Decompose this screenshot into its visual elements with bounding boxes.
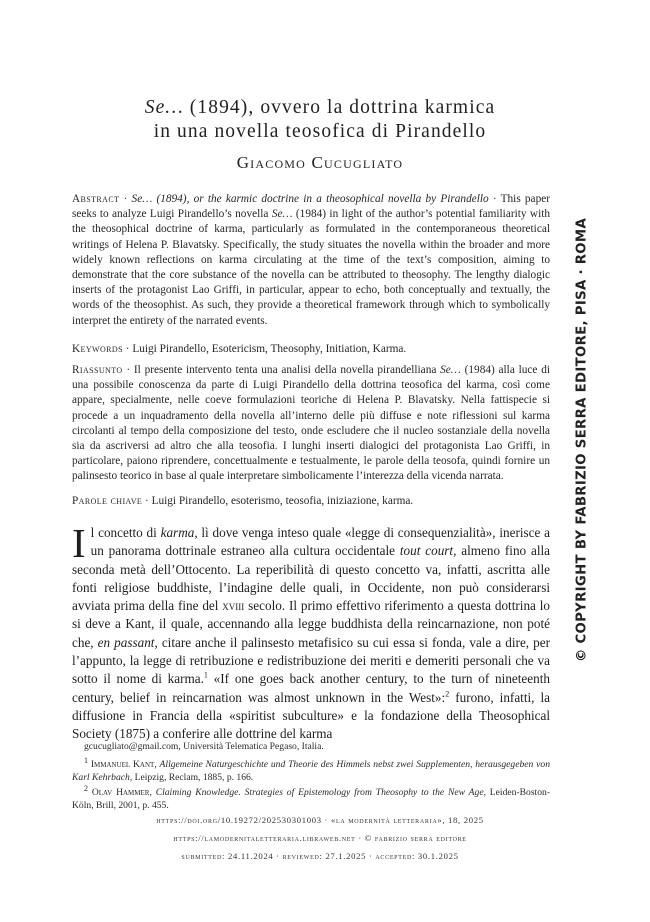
footnote-ref-2[interactable]: 2 xyxy=(445,689,450,699)
footnote-rest: , Leipzig, Reclam, 1885, p. 166. xyxy=(129,772,254,784)
footnote-title: Allgemeine Naturgeschichte und Theorie des Himmels nebst zwei Supplementen, herausgegeben von Karl Kehrbach xyxy=(72,759,550,784)
separator: · xyxy=(122,343,133,355)
article-title-line2: in una novella teosofica di Pirandello xyxy=(153,121,487,142)
separator: · xyxy=(488,193,501,205)
body-run: , citare anche il palinsesto metafisico su cui essa si fonda, vale a dire, per l’appunto, la legge di retribuzione e redistribuzione dei meriti e demeriti personali che va sotto il nome di karma. xyxy=(72,634,550,687)
body-text xyxy=(72,520,551,744)
body-run: «If one goes back another century, to the turn of nineteenth century, belief in reincarnation was almost unknown in the West»: xyxy=(72,671,550,705)
footnote-1: $^1$ Immanuel Kant, Allgemeine Naturgeschichte und Theorie des Himmels nebst zwei Supplementen, herausgegeben von Karl Kehrbach, Leipzig, Reclam, 1885, p. 166. xyxy=(72,756,550,784)
copyright-sidebar xyxy=(571,205,593,675)
body-run: secolo. Il primo effettivo riferimento a questa dottrina lo si deve a Kant, il quale, accennando alla legge buddhista della reincarnazione, non poté che, xyxy=(72,598,550,650)
century-numeral: xviii xyxy=(222,598,245,614)
body-italic: karma xyxy=(160,525,195,540)
article-title-line1 xyxy=(60,96,580,119)
abstract-text-1: This paper seeks to analyze Luigi Pirandello’s novella xyxy=(72,193,550,221)
separator: · xyxy=(142,495,152,507)
riassunto-section xyxy=(72,363,550,485)
doi-line[interactable]: https://doi.org/10.19272/202530301003 · «la modernità letteraria», 18, 2025 xyxy=(156,815,484,825)
riassunto-text-2: (1984) alla luce di una possibile conoscenza da parte di Luigi Pirandello della dottrina teosofica del karma, così come appare, specialmente, nelle coeve formulazioni teoriche di Helena P. Blavatsky. Nella fattispecie si procede a un inquadramento della novella all’interno delle più diffuse e note riflessioni sul karma circolanti al tempo della composizione del testo, onde escludere che il nucleo sostanziale della novella sia da ascriversi ad altro che alla teosofia. I lunghi inserti dialogici del protagonista Lao Griffi, in particolare, paiono riprendere, concettualmente e testualmente, le parole della teosofa, quindi fornire un palinsesto teorico in base al quale interpretare simbolicamente l’interezza della vicenda narrata. xyxy=(72,364,550,483)
parole-chiave-section xyxy=(72,494,550,509)
copyright-text: © COPYRIGHT BY FABRIZIO SERRA EDITORE, PISA · ROMA xyxy=(574,217,590,663)
riassunto-novella: Se… xyxy=(440,364,461,376)
footnotes xyxy=(72,740,550,813)
separator: · xyxy=(119,193,132,205)
body-run: furono, infatti, la diffusione in Francia della «spiritist subculture» e la fondazione della Theosophical Society (1875) a conferire alle dottrine del karma xyxy=(72,689,551,742)
footnote-ref-1[interactable]: 1 xyxy=(203,670,208,680)
body-italic: en passant xyxy=(97,634,155,650)
abstract-title: Se… (1894), or the karmic doctrine in a theosophical novella by Pirandello xyxy=(131,193,489,205)
author-name: Giacomo Cucugliato xyxy=(236,153,404,172)
parole-chiave-label: Parole chiave xyxy=(72,495,143,507)
keywords-text: Luigi Pirandello, Esotericism, Theosophy, Initiation, Karma. xyxy=(132,343,407,355)
journal-url-line[interactable]: https://lamodernitaletteraria.libraweb.net · © fabrizio serra editore xyxy=(173,833,467,843)
riassunto-text-1: Il presente intervento tenta una analisi della novella pirandelliana xyxy=(133,364,441,376)
parole-chiave-text: Luigi Pirandello, esoterismo, teosofia, iniziazione, karma. xyxy=(151,495,414,507)
body-run: , almeno fino alla seconda metà dell’Ottocento. La reperibilità di questo concetto va, infatti, ascritta alle fonti religiose buddhiste, l’indagine delle quali, in Occidente, non può considerarsi avviata prima della fine del xyxy=(72,543,551,614)
title-line1-rest: (1894), ovvero la dottrina karmica xyxy=(183,97,496,118)
footnote-number: 1 xyxy=(84,756,88,766)
title-novella-name: Se… xyxy=(144,97,184,118)
abstract-label: Abstract xyxy=(72,193,120,205)
abstract-text-2: (1984) in light of the author’s potential familiarity with the theosophical doctrine of karma, particularly as formulated in the contemporaneous theoretical writings of Helena P. Blavatsky. Specifically, the study situates the novella within the broader and more widely known reflections on karma circulating at the time of the text’s composition, aiming to demonstrate that the core substance of the novella can be attributed to theosophy. The lengthy dialogic inserts of the protagonist Lao Griffi, in particular, appear to echo, both conceptually and textually, the words of the theosophist. As such, they provide a theoretical framework through which to symbolically interpret the entirety of the narrated events. xyxy=(72,208,551,327)
footnote-author: Immanuel Kant xyxy=(90,759,155,771)
footnote-number: 2 xyxy=(84,783,88,793)
body-run: l concetto di xyxy=(90,525,161,540)
keywords-label: Keywords xyxy=(72,343,123,355)
body-italic: tout court xyxy=(399,543,454,559)
riassunto-label: Riassunto xyxy=(72,364,123,376)
footnote-rest: , Leiden-Boston-Köln, Brill, 2001, p. 455. xyxy=(72,786,551,811)
abstract-novella: Se… xyxy=(271,208,293,221)
footnote-title: Claiming Knowledge. Strategies of Epistemology from Theosophy to the New Age xyxy=(155,786,484,798)
footnote-author: Olav Hammer xyxy=(91,786,150,798)
drop-cap: I xyxy=(72,520,86,566)
dates-line: submitted: 24.11.2024 · reviewed: 27.1.2025 · accepted: 30.1.2025 xyxy=(181,851,459,861)
author-affiliation: gcucugliato@gmail.com, Università Telematica Pegaso, Italia. xyxy=(84,741,324,752)
body-run: , lì dove venga inteso quale «legge di consequenzialità», inerisce a un panorama dottrinale estraneo alla cultura occidentale xyxy=(90,525,551,559)
footnote-2: $^2$ Olav Hammer, Claiming Knowledge. Strategies of Epistemology from Theosophy to the New Age, Leiden-Boston-Köln, Brill, 2001, p. 455. xyxy=(72,783,551,811)
abstract-section xyxy=(72,192,550,329)
keywords-section xyxy=(72,342,550,357)
separator: · xyxy=(122,364,134,376)
